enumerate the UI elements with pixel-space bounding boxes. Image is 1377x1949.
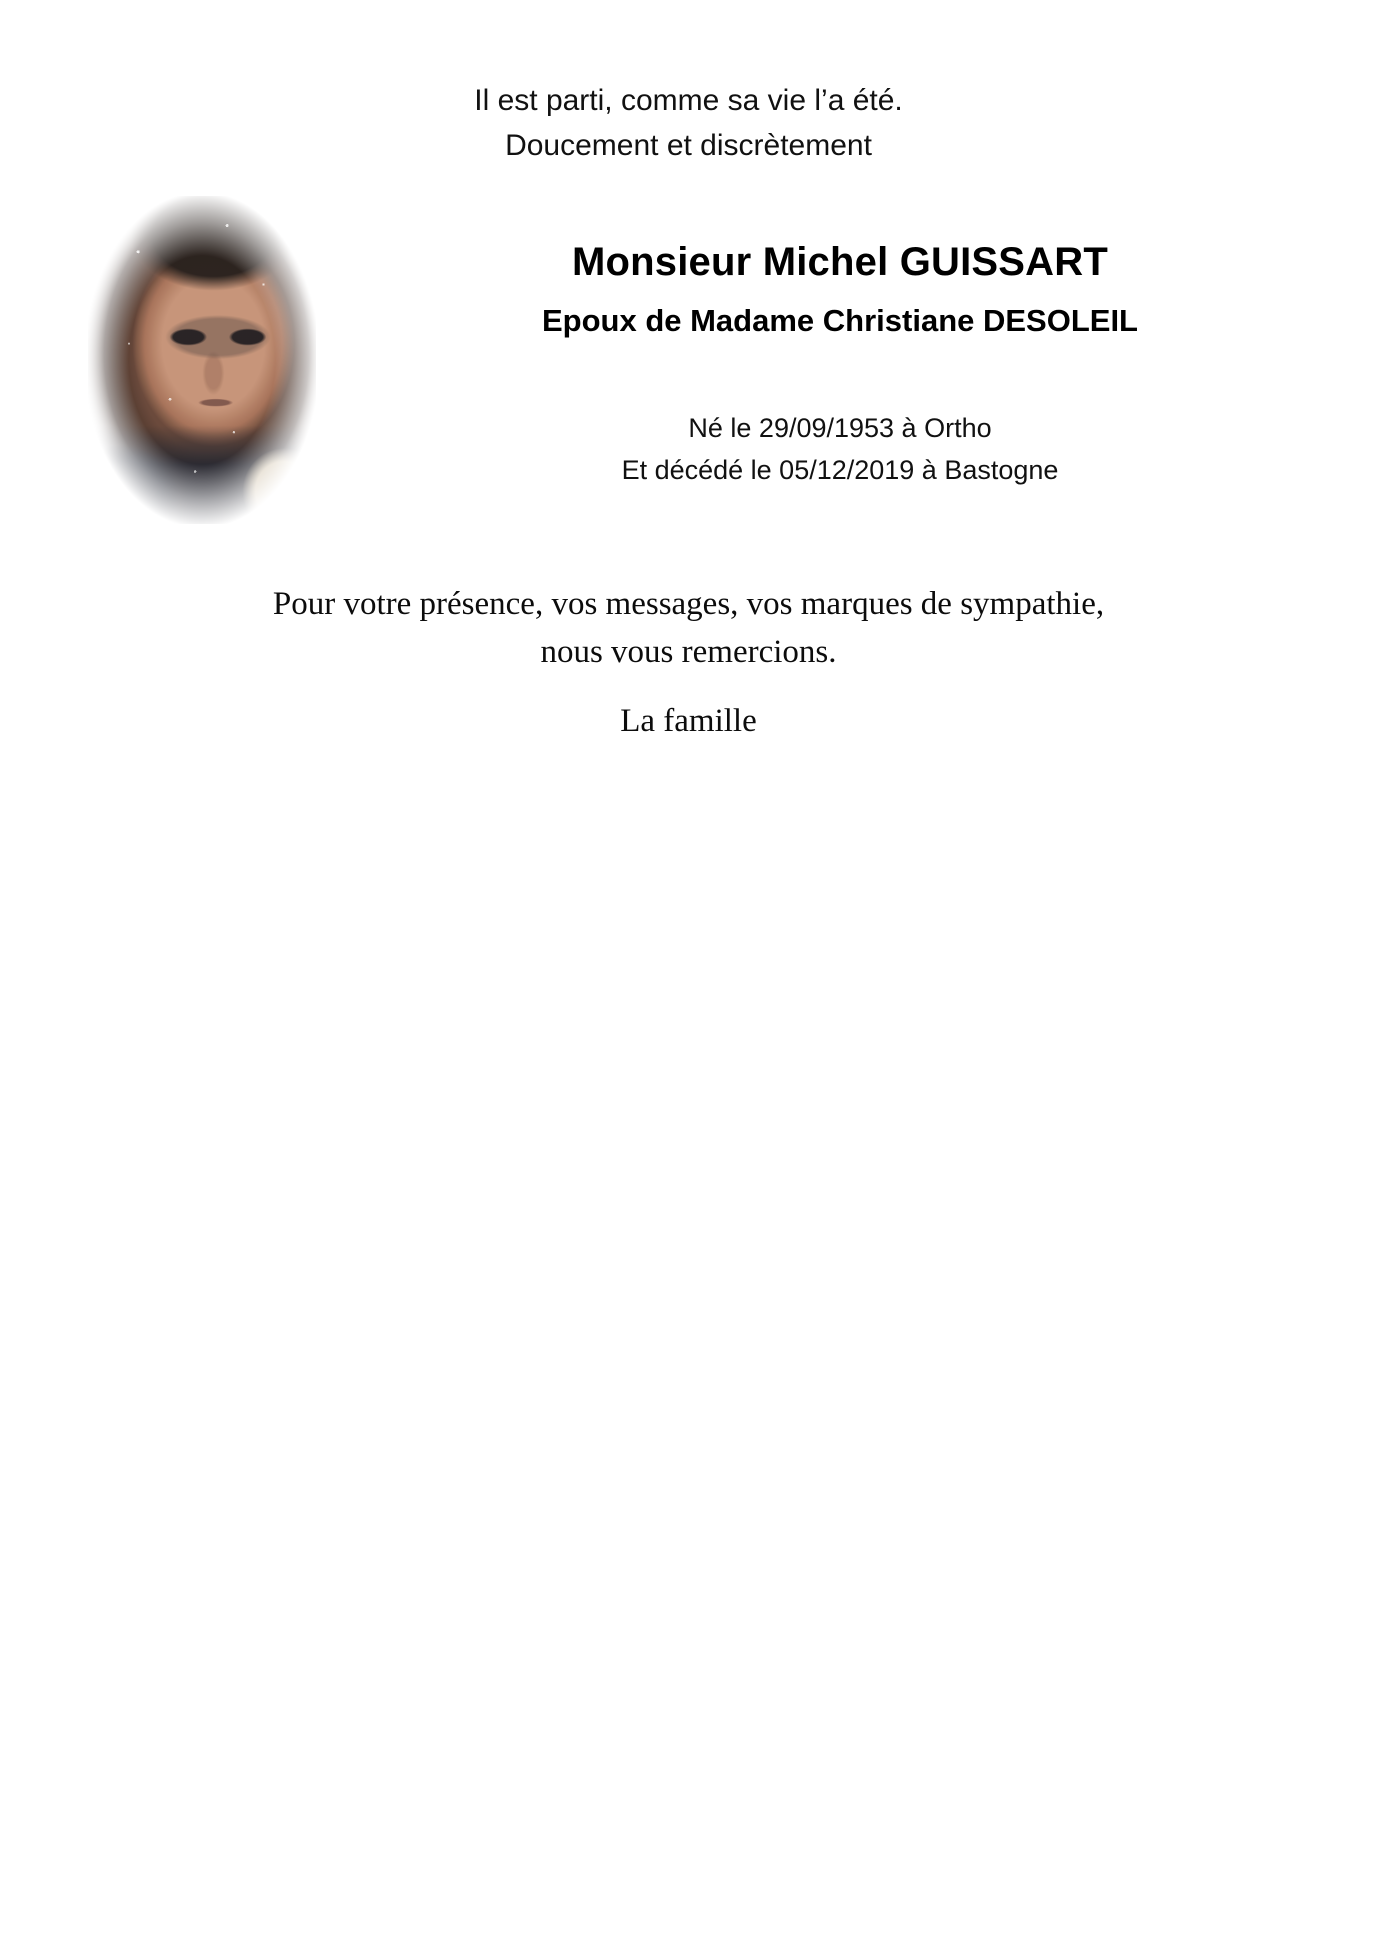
death-date: Et décédé le 05/12/2019 à Bastogne [621, 454, 1059, 485]
epigraph [0, 78, 1377, 168]
thanks-message [0, 580, 1377, 676]
identity-block [340, 240, 1340, 339]
thanks-line-1: Pour votre présence, vos messages, vos marques de sympathie, [272, 586, 1105, 622]
birth-date: Né le 29/09/1953 à Ortho [688, 413, 992, 443]
signature: La famille [620, 703, 757, 739]
epigraph-line-2: Doucement et discrètement [505, 129, 872, 162]
thanks-line-2: nous vous remercions. [540, 634, 837, 671]
portrait-photo-vignette [88, 196, 316, 524]
portrait-frame [88, 196, 316, 524]
portrait-photo [88, 196, 316, 524]
deceased-name: Monsieur Michel GUISSART [572, 240, 1108, 284]
epigraph-line-1: Il est parti, comme sa vie l’a été. [474, 84, 903, 117]
dates-block [340, 408, 1340, 492]
spouse-name: Epoux de Madame Christiane DESOLEIL [541, 303, 1138, 338]
